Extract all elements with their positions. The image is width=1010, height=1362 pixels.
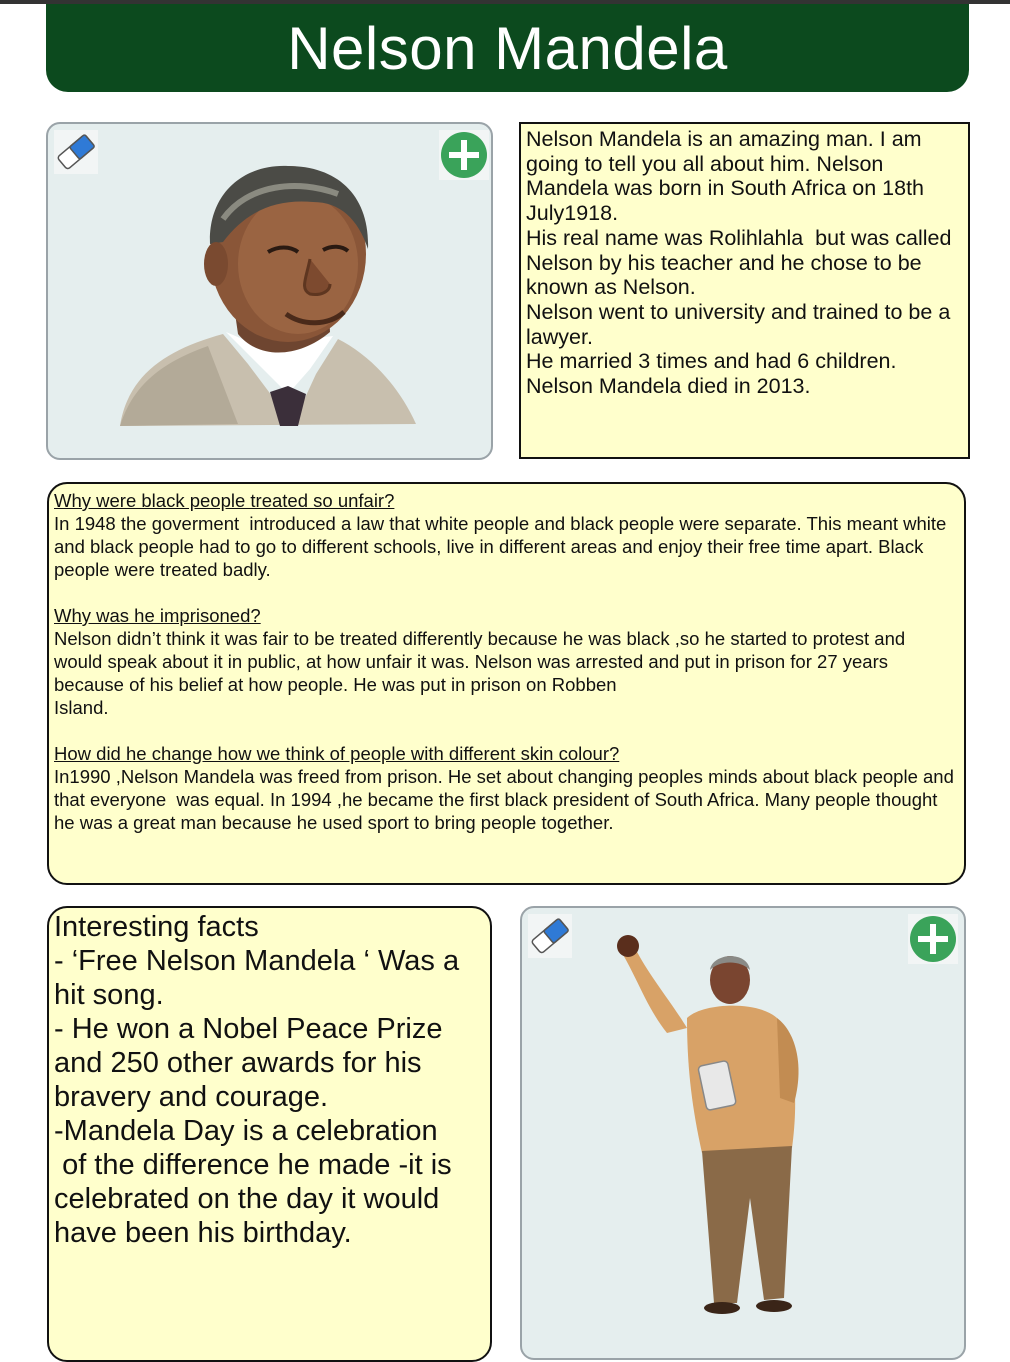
interesting-facts-box[interactable]: [47, 906, 492, 1362]
questions-text-box[interactable]: [47, 482, 966, 885]
fact-item: -Mandela Day is a celebration of the difference he made -it is celebrated on the day it would have been his birthday.: [54, 1115, 452, 1249]
answer-text: In 1948 the goverment introduced a law that white people and black people were separate. This meant white and black people had to go to different schools, live in different areas and enjoy their free time apart. Black people were treated badly.: [54, 513, 952, 580]
intro-paragraph: Nelson Mandela is an amazing man. I am going to tell you all about him. Nelson Mandela was born in South Africa on 18th July1918.: [526, 127, 930, 226]
answer-text: Nelson didn’t think it was fair to be treated differently because he was black ,so he started to protest and would speak about it in public, at how unfair it was. Nelson was arrested and put in prison for 27 years because of his belief at how people. He was put in prison on Robben Island.: [54, 628, 906, 718]
intro-text-box[interactable]: [519, 122, 970, 459]
facts-heading: Interesting facts: [54, 911, 259, 943]
portrait-image-card[interactable]: [46, 122, 493, 460]
question-heading: Why was he imprisoned?: [54, 605, 261, 626]
intro-paragraph: Nelson Mandela died in 2013.: [526, 374, 811, 399]
qa-section: [54, 742, 960, 834]
intro-paragraph: He married 3 times and had 6 children.: [526, 349, 897, 374]
intro-paragraph: His real name was Rolihlahla but was called Nelson by his teacher and he chose to be known as Nelson.: [526, 225, 958, 300]
raised-fist-illustration: [522, 908, 964, 1358]
speech-image-card[interactable]: [520, 906, 966, 1360]
question-heading: Why were black people treated so unfair?: [54, 490, 395, 511]
portrait-illustration: [48, 124, 491, 458]
intro-paragraph: Nelson went to university and trained to be a lawyer.: [526, 299, 957, 349]
fact-item: - He won a Nobel Peace Prize and 250 other awards for his bravery and courage.: [54, 1013, 451, 1113]
fact-item: - ‘Free Nelson Mandela ‘ Was a hit song.: [54, 945, 468, 1011]
qa-section: [54, 604, 954, 719]
answer-text: In1990 ,Nelson Mandela was freed from prison. He set about changing peoples minds about black people and that everyone was equal. In 1994 ,he became the first black president of South Africa. Many people thought he was a great man because he used sport to bring people together.: [54, 766, 960, 833]
question-heading: How did he change how we think of people with different skin colour?: [54, 743, 620, 764]
page-title: Nelson Mandela: [287, 14, 728, 82]
title-banner: [46, 4, 969, 92]
qa-section: [54, 489, 954, 581]
